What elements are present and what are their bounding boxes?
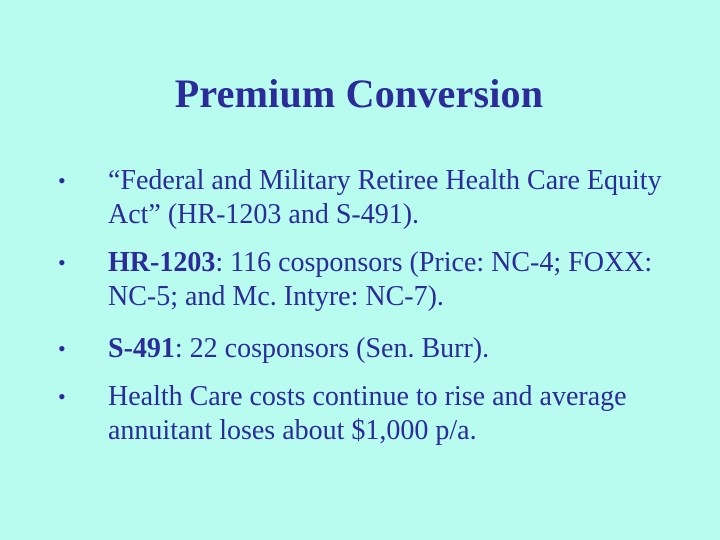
bullet-body-text: “Federal and Military Retiree Health Care Equity Act” (HR-1203 and S-491). (108, 165, 662, 230)
bullet-text (108, 246, 698, 314)
bullet-bold-text: S-491 (108, 333, 175, 364)
bullet-body-text: : 116 cosponsors (Price: NC-4; FOXX: NC-5; and Mc. Intyre: NC-7). (108, 247, 653, 312)
bullet-text (108, 332, 698, 366)
bullet-marker: • (58, 168, 66, 193)
slide-title: Premium Conversion (174, 71, 544, 116)
bullet-bold-text: HR-1203 (108, 247, 216, 278)
bullet-marker: • (58, 250, 66, 275)
bullet-body-text: : 22 cosponsors (Sen. Burr). (174, 333, 490, 364)
bullet-text (108, 380, 698, 448)
bullet-marker: • (58, 384, 66, 409)
bullet-body-text: Health Care costs continue to rise and average annuitant loses about $1,000 p/a. (108, 381, 627, 446)
bullet-text (108, 164, 698, 232)
bullet-marker: • (58, 336, 66, 361)
